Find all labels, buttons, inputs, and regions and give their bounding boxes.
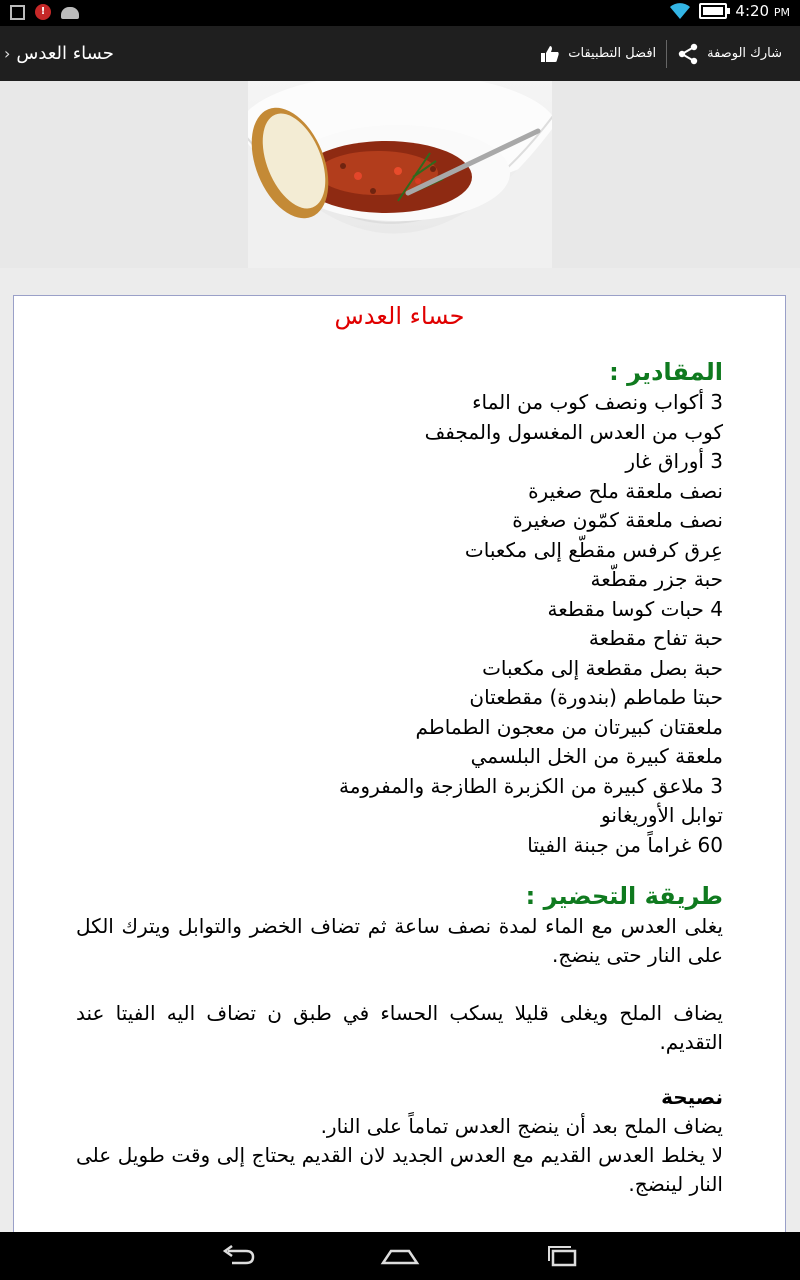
ingredient-item: 3 أكواب ونصف كوب من الماء	[472, 390, 723, 414]
recipe-card	[13, 295, 786, 1245]
thumbs-up-icon	[540, 45, 560, 63]
battery-icon	[699, 3, 727, 19]
alert-notification-icon: !	[35, 4, 51, 20]
ingredient-item: توابل الأوريغانو	[600, 803, 723, 827]
action-bar	[0, 26, 800, 81]
screen-title: حساء العدس	[16, 43, 114, 64]
ingredient-item: حبة بصل مقطعة إلى مكعبات	[482, 655, 723, 680]
ingredient-item: نصف ملعقة كمّون صغيرة	[512, 508, 723, 532]
method-heading: طريقة التحضير :	[525, 882, 723, 910]
wifi-icon	[669, 2, 691, 20]
ingredient-item: ملعقتان كبيرتان من معجون الطماطم	[415, 714, 723, 739]
recent-apps-icon[interactable]	[543, 1242, 583, 1270]
share-recipe-label: شارك الوصفة	[707, 46, 782, 61]
ingredient-item: 60 غراماً من جبنة الفيتا	[527, 832, 723, 857]
tip-line: لا يخلط العدس القديم مع العدس الجديد لان القديم يحتاج إلى وقت طويل على النار لينضج.	[76, 1143, 723, 1196]
ingredients-list	[76, 388, 723, 860]
best-apps-label: افضل التطبيقات	[568, 46, 657, 61]
share-recipe-button[interactable]	[667, 26, 792, 81]
method-step-1: يغلى العدس مع الماء لمدة نصف ساعة ثم تضاف الخضر والتوابل ويترك الكل على النار حتى ينضج.	[76, 914, 723, 967]
home-icon[interactable]	[380, 1242, 420, 1270]
ingredient-item: كوب من العدس المغسول والمجفف	[424, 419, 723, 444]
navigation-bar	[0, 1232, 800, 1280]
ingredient-item: 3 أوراق غار	[625, 449, 723, 473]
lentil-soup-photo	[248, 81, 552, 268]
best-apps-button[interactable]	[530, 26, 666, 81]
ingredient-item: نصف ملعقة ملح صغيرة	[528, 478, 723, 503]
status-bar	[0, 0, 800, 26]
ingredient-item: ملعقة كبيرة من الخل البلسمي	[470, 744, 723, 768]
tip-heading: نصيحة	[661, 1085, 723, 1109]
chevron-right-icon: ›	[4, 44, 11, 63]
ingredient-item: 3 ملاعق كبيرة من الكزبرة الطازجة والمفرومة	[338, 773, 723, 798]
clock: 4:20 PM	[735, 2, 790, 20]
recipe-hero	[0, 81, 800, 268]
ingredient-item: حبة تفاح مقطعة	[588, 626, 723, 650]
ingredient-item: حبة جزر مقطّعة	[590, 567, 723, 591]
back-icon[interactable]	[218, 1242, 258, 1270]
ingredient-item: عِرق كرفس مقطّع إلى مكعبات	[464, 537, 723, 562]
share-icon	[677, 43, 699, 65]
recipe-title: حساء العدس	[334, 302, 465, 330]
ingredient-item: 4 حبات كوسا مقطعة	[547, 596, 723, 621]
ingredients-heading: المقادير :	[609, 358, 723, 386]
method-step-2: يضاف الملح ويغلى قليلا يسكب الحساء في طبق ن تضاف اليه الفيتا عند التقديم.	[76, 1001, 723, 1054]
ingredient-item: حبتا طماطم (بندورة) مقطعتان	[469, 685, 723, 709]
up-navigation[interactable]	[4, 26, 114, 81]
tip-line: يضاف الملح بعد أن ينضج العدس تماماً على النار.	[320, 1114, 723, 1138]
gallery-notification-icon	[10, 5, 25, 20]
android-notification-icon	[61, 7, 79, 19]
